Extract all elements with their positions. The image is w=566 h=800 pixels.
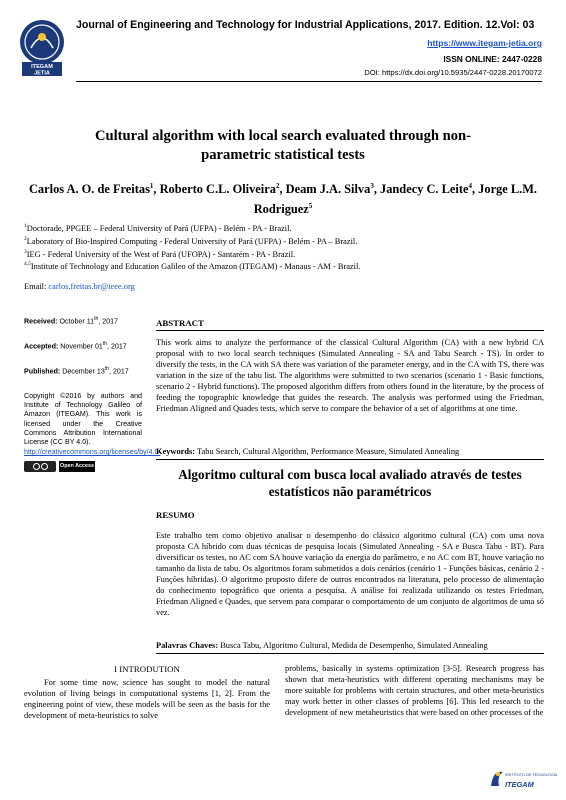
keywords (156, 446, 544, 457)
received-sup: th (94, 316, 99, 322)
journal-url-link[interactable]: https://www.itegam-jetia.org (427, 38, 542, 48)
email-link[interactable]: carlos.freitas.br@ieee.org (48, 282, 135, 291)
portuguese-title: Algoritmo cultural com busca local avaliado através de testes estatísticos não paramétricos (178, 467, 522, 499)
author-sup: 5 (308, 202, 313, 211)
copyright-notice: Copyright ©2016 by authors and Institute of Technology Galileo of Amazon (ITEGAM). This work is licensed under the Creative Commons Attribution International License (CC BY 4.0). (24, 392, 142, 447)
itegam-jetia-logo (18, 18, 66, 78)
intro-column-right: problems, basically in systems optimization [3-5]. Research progress has shown that meta-heuristics with different operating mechanisms may be more suitable for problems with certain structures, and other meta-heuristics may work better in other classes of problems [6]. This led research to the development of new metaheuristics that were based on other processes of the (285, 664, 544, 717)
affiliation-sup: 1 (24, 223, 27, 229)
header-divider (76, 81, 542, 82)
affiliation-text: Laboratory of Bio-Inspired Computing - Federal University of Pará (UFPA) - Belém - PA – Brazil. (26, 236, 358, 246)
author-sup: 4 (468, 182, 472, 190)
palavras-chaves (156, 640, 544, 651)
accepted-year: , 2017 (107, 342, 127, 351)
accepted-date (24, 340, 142, 365)
affiliation-text: Institute of Technology and Education Galileo of the Amazon (ITEGAM) - Manaus - AM - Brazil. (30, 262, 361, 272)
published-date (24, 365, 142, 390)
author-sup: 3 (370, 182, 374, 190)
footer-logo-subtext: INSTITUTO DE TECNOLOGIA (505, 773, 558, 777)
published-year: , 2017 (109, 367, 129, 376)
accepted-label: Accepted: (24, 342, 59, 351)
email-label: Email: (24, 282, 49, 291)
license-link[interactable]: http://creativecommons.org/licenses/by/4.0/ (24, 448, 161, 457)
resumo-body: Este trabalho tem como objetivo analisar o desempenho do clássico algoritmo cultural (CA) com uma nova proposta CA híbrido com duas técnicas de pesquisa locais (Simulated Annealing - SA e Busca Tabu - BT). Para diversificar os testes, no AC com SA houve variação da energia do parâmetro, e no AC com BT, houve variação no tamanho da lista de tabu. Os algoritmos foram submetidos a dois cenários (cenário 1 - Funções básicas, cenário 2 - Funções híbridas). O algoritmo proposto difere de outros encontrados na literatura, pelo processo de alimentação do conhecimento topográfico que orienta a pesquisa. A análise foi realizada utilizando os testes Friedman, Friedman Aligned e Quades, que servem para comparar o comportamento de um conjunto de algoritmos de uma só vez. (156, 531, 544, 617)
received-label: Received: (24, 317, 58, 326)
abstract-divider (156, 459, 544, 460)
author-name: Jorge L.M. Rodriguez (253, 182, 538, 217)
paper-title: Cultural algorithm with local search evaluated through non-parametric statistical tests (94, 128, 472, 163)
logo-text-top: ITEGAM (31, 64, 53, 70)
author-sup: 2 (275, 182, 280, 190)
accepted-value: November 01 (58, 342, 103, 351)
palavras-label: Palavras Chaves: (156, 641, 219, 650)
logo-text-bottom: JETIA (34, 70, 50, 77)
published-sup: th (104, 366, 109, 372)
author-name: Deam J.A. Silva (285, 182, 371, 197)
affiliation-line (24, 247, 544, 260)
accepted-sup: th (102, 341, 108, 347)
abstract-heading: ABSTRACT (156, 318, 204, 328)
journal-title: Journal of Engineering and Technology for Industrial Applications, 2017. Edition. 12.Vol: 03 (76, 19, 535, 31)
open-access-badge: Open Access (59, 461, 95, 472)
intro-heading: I INTRODUTION (114, 664, 180, 674)
affiliation-line (24, 221, 544, 234)
affiliation-text: Doctorade, PPGEE – Federal University of Pará (UFPA) - Belém - PA - Brazil. (26, 223, 292, 233)
author-name: Carlos A. O. de Freitas (28, 182, 150, 197)
affiliation-line (24, 259, 544, 272)
intro-column-left (24, 677, 270, 721)
abstract-divider (156, 330, 544, 331)
affiliation-sup: 2 (24, 235, 27, 242)
resumo-divider (156, 653, 544, 654)
cc-by-icon (24, 461, 56, 472)
journal-doi: DOI: https://dx.doi.org/10.5935/2447-0228.20170072 (364, 68, 542, 77)
affiliation-text: IEG - Federal University of the West of Pará (UFOPA) - Santarém - PA - Brazil. (26, 249, 296, 259)
author-list: Carlos A. O. de Freitas$^1$, Roberto C.L. Oliveira$^2$, Deam J.A. Silva$^3$, Jandecy C. Leite$^4$, Jorge L.M. Rodriguez$^5$ (28, 182, 538, 217)
abstract-body: This work aims to analyze the performance of the classical Cultural Algorithm (CA) with a new hybrid CA proposal with to two local search techniques (Simulated Annealing - SA and Tabu Search - TS). In order to diversify the tests, in the CA with SA there was variation of the parameter energy, and in the CA with TS, there was variation in the size of the tabu list. The algorithms were submitted to two scenarios (scenario 1 - Basic functions, scenario 2 - Hybrid functions). The proposed algorithm differs from others found in the literature, by the process of feeding the topographic knowledge that guides the research. The analysis was performed using the Friedman, Friedman Aligned and Quades tests, which serve to compare the behavior of a set of algorithms at one time. (156, 338, 544, 413)
footer-logo-text: ITEGAM (505, 780, 534, 789)
affiliation-sup: 4,5 (24, 261, 31, 268)
author-name: Jandecy C. Leite (380, 182, 469, 197)
received-date (24, 315, 142, 340)
article-info-column (24, 315, 161, 472)
received-year: , 2017 (98, 317, 118, 326)
affiliation-line (24, 234, 544, 247)
author-sup: 1 (149, 182, 154, 190)
journal-issn: ISSN ONLINE: 2447-0228 (443, 54, 542, 64)
keywords-label: Keywords: (156, 447, 196, 456)
author-name: Roberto C.L. Oliveira (159, 182, 276, 197)
published-label: Published: (24, 367, 61, 376)
affiliation-sup: 3 (24, 248, 27, 255)
palavras-text: Busca Tabu, Algoritmo Cultural, Medida de Desempenho, Simulated Annealing (218, 641, 488, 650)
author-email (24, 282, 135, 291)
keywords-text: Tabu Search, Cultural Algorithm, Performance Measure, Simulated Annealing (195, 447, 460, 456)
affiliations (24, 221, 544, 272)
received-value: October 11 (57, 317, 95, 326)
intro-paragraph: For some time now, science has sought to model the natural evolution of living beings in computational systems [1, 2]. From the engineering point of view, these models will be seen as the basis for the development of meta-heuristics to solve (24, 678, 270, 720)
license-badges (24, 461, 142, 472)
published-value: December 13 (60, 367, 105, 376)
resumo-heading: RESUMO (156, 510, 195, 520)
